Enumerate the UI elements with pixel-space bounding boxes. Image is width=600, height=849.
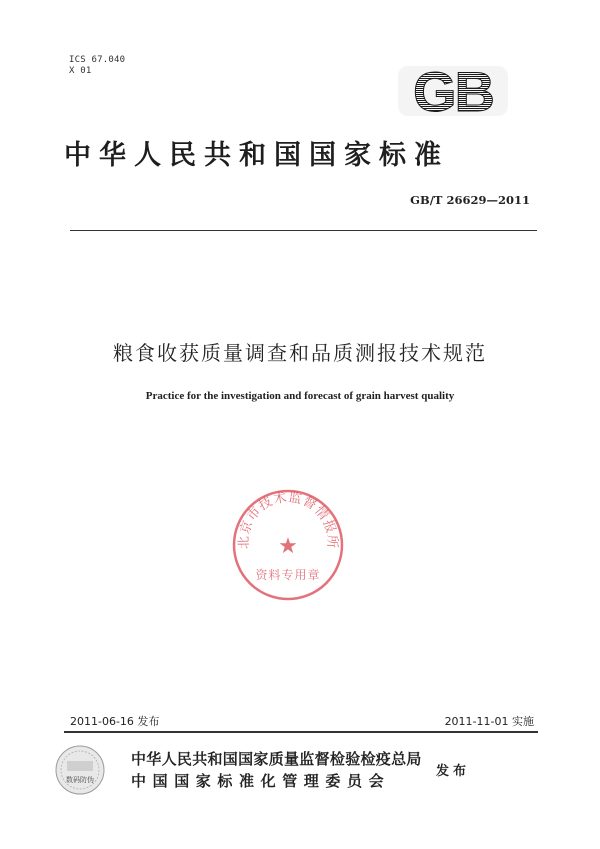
publish-label: 发布 [436,764,471,779]
issuer-line-1: 中华人民共和国国家质量监督检验检疫总局 [131,750,422,768]
issuer-line-2: 中国国家标准化管理委员会 [131,772,391,790]
document-title-cn: 粮食收获质量调查和品质测报技术规范 [113,341,487,365]
stamp-ring-text: 北京市技术监督情报所 [236,490,340,550]
anti-counterfeit-seal-icon [54,744,106,796]
seal-label: 数码防伪 [66,776,94,784]
gb-logo-text: GB [413,66,493,116]
library-stamp [230,487,346,603]
top-divider [70,230,537,231]
document-title-en: Practice for the investigation and forecast of grain harvest quality [145,390,455,402]
national-standard-title: 中华人民共和国国家标准 [64,140,449,171]
stamp-center-text: 资料专用章 [255,568,321,582]
issue-date: 2011-06-16 发布 [70,715,160,728]
ccs-code: X 01 [69,66,92,76]
standard-number: GB/T 26629—2011 [410,193,530,207]
ics-code: ICS 67.040 [69,55,126,65]
bottom-divider [64,731,538,733]
star-icon: ★ [278,534,298,559]
gb-logo-icon [398,66,508,116]
implementation-date: 2011-11-01 实施 [444,715,534,728]
